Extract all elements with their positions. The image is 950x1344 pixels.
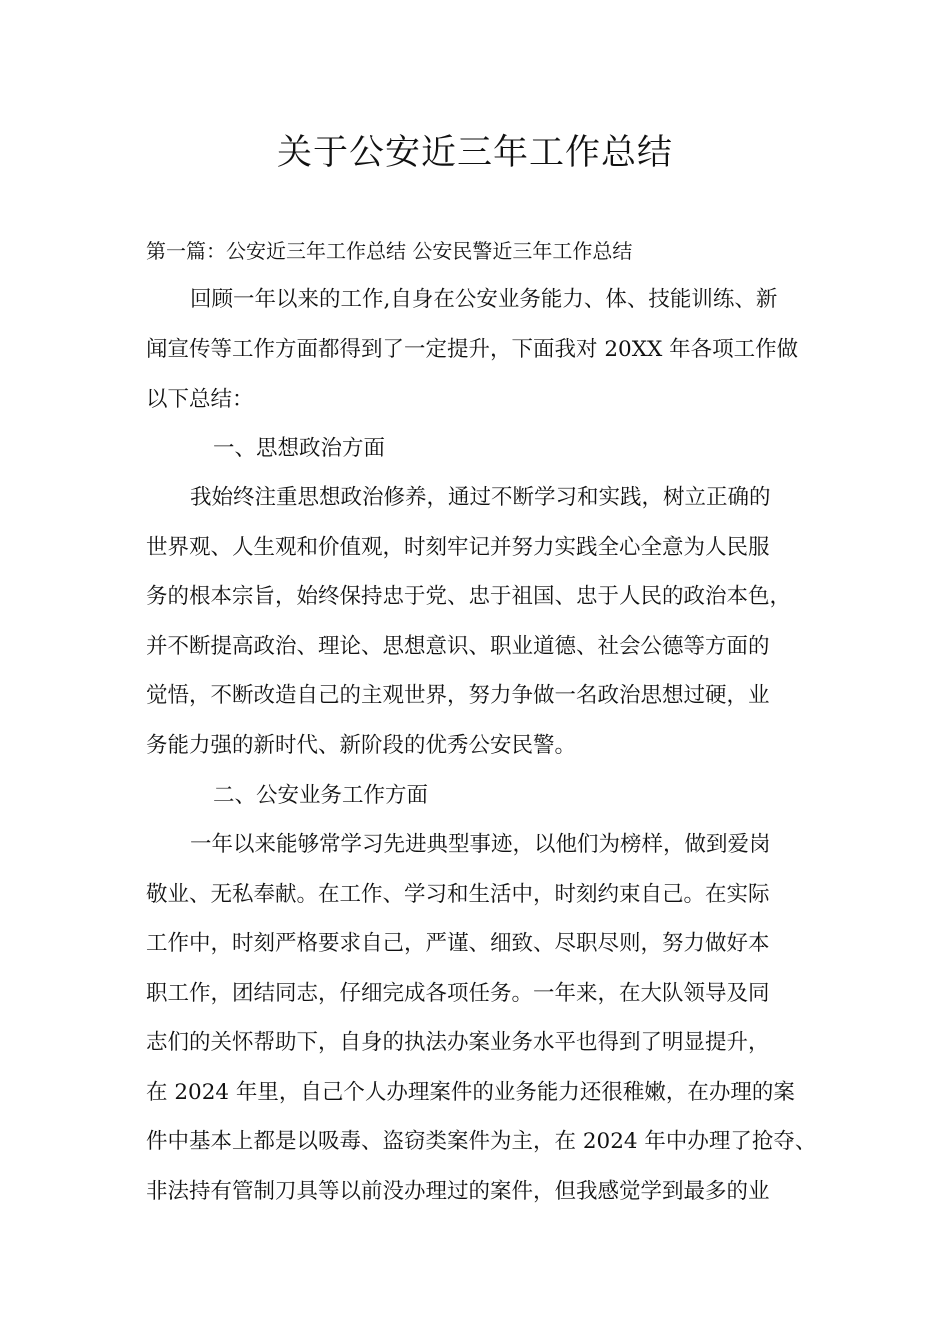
paragraph-line: 以下总结： — [146, 387, 254, 412]
section-heading: 二、公安业务工作方面 — [213, 783, 429, 808]
paragraph-line: 敬业、无私奉献。在工作、学习和生活中，时刻约束自己。在实际 — [146, 882, 770, 907]
document-subtitle: 第一篇：公安近三年工作总结 公安民警近三年工作总结 — [146, 239, 633, 263]
paragraph-line: 件中基本上都是以吸毒、盗窃类案件为主，在 2024 年中办理了抢夺、 — [146, 1129, 817, 1154]
paragraph-line: 职工作，团结同志，仔细完成各项任务。一年来，在大队领导及同 — [146, 981, 770, 1006]
paragraph-line: 工作中，时刻严格要求自己，严谨、细致、尽职尽则，努力做好本 — [146, 931, 770, 956]
paragraph-line: 务的根本宗旨，始终保持忠于党、忠于祖国、忠于人民的政治本色， — [146, 584, 792, 609]
paragraph-line: 志们的关怀帮助下，自身的执法办案业务水平也得到了明显提升， — [146, 1030, 770, 1055]
paragraph-line: 世界观、人生观和价值观，时刻牢记并努力实践全心全意为人民服 — [146, 535, 770, 560]
paragraph-line: 并不断提高政治、理论、思想意识、职业道德、社会公德等方面的 — [146, 634, 770, 659]
paragraph-line: 闻宣传等工作方面都得到了一定提升，下面我对 20XX 年各项工作做 — [146, 337, 799, 362]
paragraph-line: 一年以来能够常学习先进典型事迹，以他们为榜样，做到爱岗 — [190, 832, 771, 857]
paragraph-line: 在 2024 年里，自己个人办理案件的业务能力还很稚嫩，在办理的案 — [146, 1080, 795, 1105]
paragraph-line: 觉悟，不断改造自己的主观世界，努力争做一名政治思想过硬，业 — [146, 683, 770, 708]
paragraph-line: 回顾一年以来的工作,自身在公安业务能力、体、技能训练、新 — [190, 287, 778, 312]
document-title: 关于公安近三年工作总结 — [276, 133, 673, 173]
paragraph-line: 务能力强的新时代、新阶段的优秀公安民警。 — [146, 733, 577, 758]
paragraph-line: 我始终注重思想政治修养，通过不断学习和实践，树立正确的 — [190, 485, 771, 510]
section-heading: 一、思想政治方面 — [213, 436, 386, 461]
paragraph-line: 非法持有管制刀具等以前没办理过的案件，但我感觉学到最多的业 — [146, 1179, 770, 1204]
